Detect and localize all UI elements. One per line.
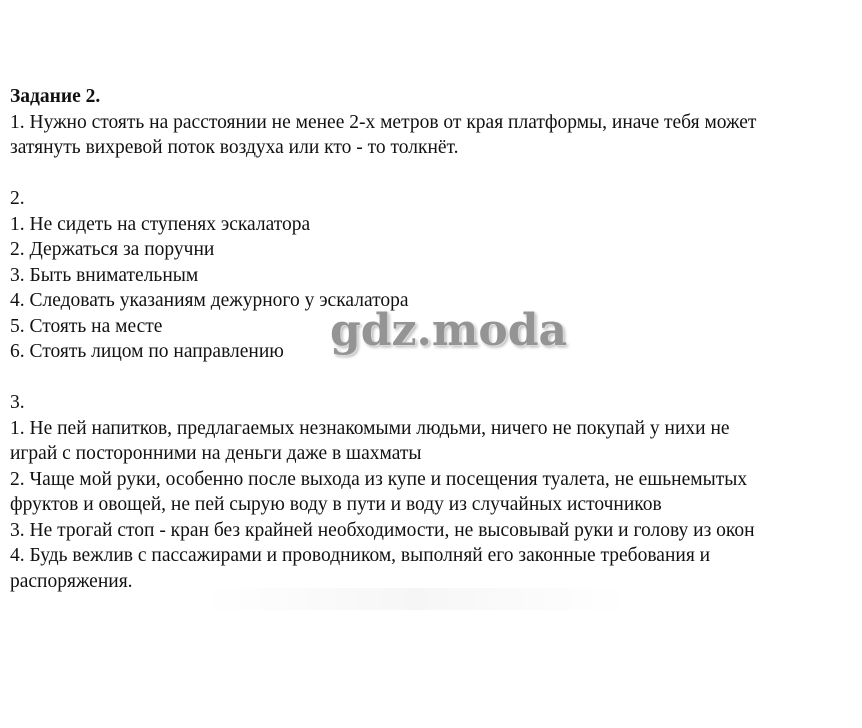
section3-line-7: распоряжения. xyxy=(10,570,133,592)
section3-line-4: фруктов и овощей, не пей сырую воду в пути и воду из случайных источников xyxy=(10,494,662,515)
section3-line-5: 3. Не трогай стоп - кран без крайней необходимости, не высовывай руки и голову из окон xyxy=(10,519,755,541)
section3-line-2: играй с посторонними на деньги даже в шахматы xyxy=(10,443,422,464)
section3-line-1: 1. Не пей напитков, предлагаемых незнакомыми людьми, ничего не покупай у нихи не xyxy=(10,417,730,439)
section2-item-2: 2. Держаться за поручни xyxy=(10,239,215,260)
scan-smudge xyxy=(200,588,630,610)
spacer xyxy=(10,161,860,187)
section3-header: 3. xyxy=(10,392,25,413)
watermark-logo: gdz.moda xyxy=(330,305,568,356)
section2-item-3: 3. Быть внимательным xyxy=(10,264,199,286)
section2-item-5: 5. Стоять на месте xyxy=(10,315,163,337)
section2-item-4: 4. Следовать указаниям дежурного у эскалатора xyxy=(10,290,409,311)
section3-line-3: 2. Чаще мой руки, особенно после выхода из купе и посещения туалета, не ешьнемытых xyxy=(10,468,748,490)
section2-item-1: 1. Не сидеть на ступенях эскалатора xyxy=(10,213,311,235)
section3-line-6: 4. Будь вежлив с пассажирами и проводником, выполняй его законные требования и xyxy=(10,545,711,566)
section2-item-6: 6. Стоять лицом по направлению xyxy=(10,341,284,362)
section2-header: 2. xyxy=(10,188,25,209)
task-title: Задание 2. xyxy=(10,86,101,107)
section1-line-2: затянуть вихревой поток воздуха или кто - то толкнёт. xyxy=(10,137,459,158)
section1-line-1: 1. Нужно стоять на расстоянии не менее 2-х метров от края платформы, иначе тебя может xyxy=(10,111,757,133)
spacer xyxy=(10,365,860,391)
